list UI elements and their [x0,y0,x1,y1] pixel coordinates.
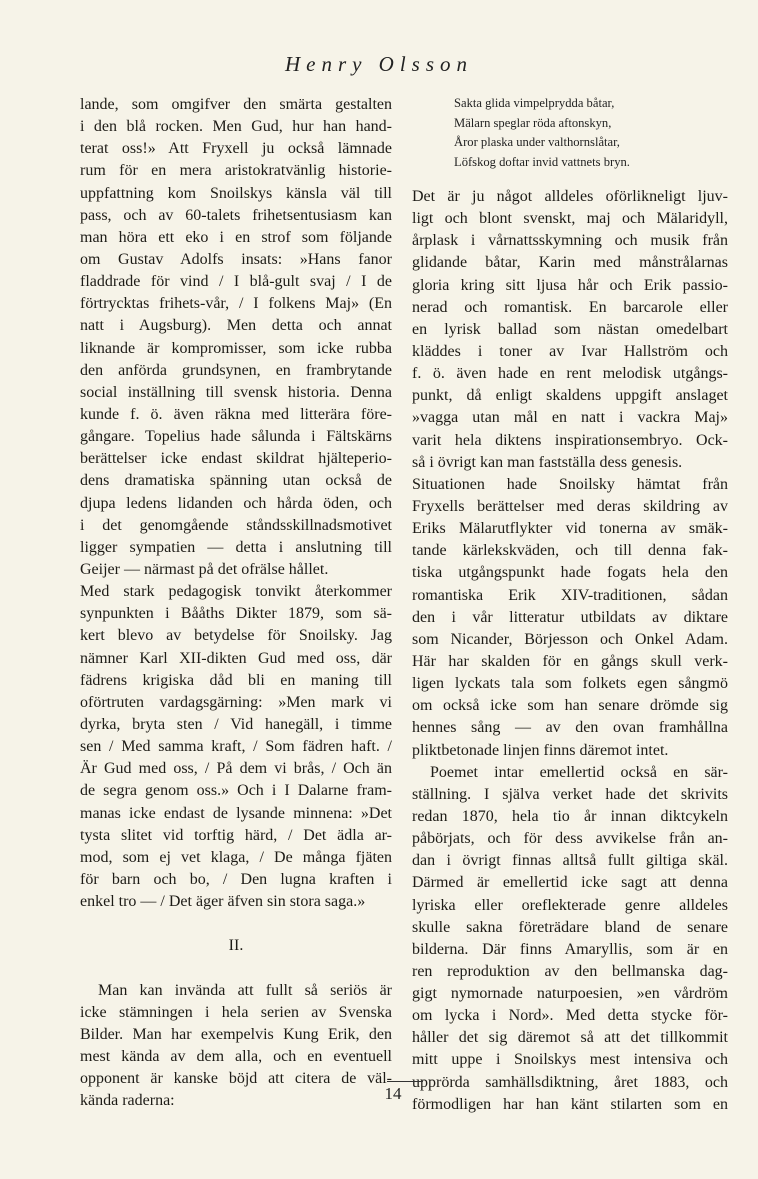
text-line: påbörjats, och för dess avvikelse från an- [412,830,728,848]
text-line: den anförda grundsynen, en frambrytande [80,361,392,379]
text-line: en lyrisk ballad som nästan omedelbart [412,320,728,338]
text-line: tysta slitet vid torftig härd, / Det ädla ar- [80,826,392,844]
text-line: uppfattning kom Snoilskys känsla väl till [80,184,392,202]
text-line: redan 1870, hela tio år innan diktcykeln [412,807,728,825]
page-number: 14 [384,1084,402,1103]
text-line: varit hela diktens inspirationsembryo. Ock- [412,431,728,449]
left-column [80,94,392,1112]
text-line: Med stark pedagogisk tonvikt återkommer [80,583,392,601]
text-line: nämner Karl XII-dikten Gud med oss, där [80,649,392,667]
text-line: tiska utgångspunkt hade fogats hela den [412,564,728,582]
text-line: fädrens krigiska dåd bli en maning till [80,671,392,689]
right-column [412,94,728,1116]
text-line: berättelser icke endast skildrat hjälteperio- [80,450,392,468]
text-line: manas icke endast de lysande minnena: »Det [80,804,392,822]
text-line: glidande båtar, Karin med månstrålarnas [412,254,728,272]
text-line: Är Gud med oss, / På dem vi brås, / Och än [80,760,392,778]
text-line: hennes sång — av den ovan framhållna [412,719,728,737]
text-line: ren reproduktion av den bellmanska dag- [412,962,728,980]
text-line: dan i övrigt finnas alltså fullt giltiga skäl. [412,852,728,870]
text-line: terat oss!» Att Fryxell ju också lämnade [80,140,392,158]
text-line: pass, och av 60-talets frihetsentusiasm kan [80,206,392,224]
text-line: lyriska eller oreflekterade genre alldeles [412,896,728,914]
text-line: dyrka, bryta sten / Vid hanegäll, i timme [80,715,392,733]
blank-line [80,957,392,979]
running-head: Henry Olsson [284,52,474,76]
text-line: som Nicander, Börjesson och Onkel Adam. [412,630,728,648]
text-line: liknande är kompromisser, som icke rubba [80,339,392,357]
text-line: djupa ledens lidanden och hårda öden, och [80,494,392,512]
text-line: social inställning till svensk historia. Denna [80,383,392,401]
text-line: dens dramatiska spänning utan också de [80,472,392,490]
text-line: f. ö. även hade en rent melodisk utgångs- [412,365,728,383]
text-line: pliktbetonade linjen finns däremot intet. [412,741,669,759]
text-line: punkt, då enligt skaldens uppgift anslaget [412,387,728,405]
text-line: skulle sakna företrädare bland de senare [412,918,728,936]
text-line: kunde f. ö. även räkna med litterära före- [80,405,392,423]
text-line: gångare. Topelius hade sålunda i Fältskärns [80,428,392,446]
text-line: mod, som ej vet klaga, / De många fjäten [80,848,392,866]
text-line: ligen lyckats tala som folkets egen sångmö [412,675,728,693]
text-line: Här har skalden för en gångs skull verk- [412,652,728,670]
text-line: synpunkten i Bååths Dikter 1879, som sä- [80,605,392,623]
text-line: Fryxells berättelser med deras skildring av [412,497,728,515]
text-line: förtrycktas frihets-vår, / I folkens Maj» (En [80,295,392,313]
text-line: oförtruten vardagsgärning: »Men mark vi [80,693,392,711]
text-line: ligger sympatien — detta i anslutning till [80,538,392,556]
text-line: nerad och romantisk. En barcarole eller [412,298,728,316]
text-line: romantiska Erik XIV-traditionen, sådan [412,586,728,604]
text-line: Bilder. Man har exempelvis Kung Erik, den [80,1025,392,1043]
text-line: håller det sig däremot så att det tillkommit [412,1029,728,1047]
text-line: årplask i vårnattsskymning och musik från [412,232,728,250]
text-line: tande kärlekskväden, och till denna fak- [412,542,728,560]
text-line: rum för en mera aristokratvänlig historie- [80,162,392,180]
text-line: så i övrigt kan man fastställa dess genesis. [412,453,683,471]
text-line: ligt och blont svenskt, maj och Mälaridyll, [412,210,728,228]
text-line: natt i Augsburg). Men detta och annat [80,317,392,335]
verse-line: Sakta glida vimpelprydda båtar, [454,96,615,110]
text-line: gloria kring sitt ljusa hår och Erik passio- [412,276,728,294]
text-line: gigt nymornade naturpoesien, »en vårdröm [412,985,728,1003]
text-line: i det genomgående ståndsskillnadsmotivet [80,516,392,534]
text-line: kända raderna: [80,1092,175,1110]
text-line: ställning. I själva verket hade det skrivits [412,785,728,803]
blank-line [80,913,392,935]
folio-rule [387,1081,423,1082]
text-line: kert blevo av betydelse för Snoilsky. Jag [80,627,392,645]
verse-quote [454,94,728,172]
text-line: de segra genom oss.» Och i I Dalarne fram- [80,782,392,800]
text-line: mitt uppe i Snoilskys mest intensiva och [412,1051,728,1069]
text-line: Geijer — närmast på det ofrälse hållet. [80,560,329,578]
text-line: lande, som omgifver den smärta gestalten [80,96,392,113]
text-line: kläddes i toner av Ivar Hallström och [412,342,728,360]
section-heading: II. [228,937,244,955]
verse-line: Mälarn speglar röda aftonskyn, [454,115,612,130]
text-line: opponent är kanske böjd att citera de väl- [80,1070,392,1088]
verse-line: Åror plaska under valthornslåtar, [454,135,620,149]
text-line: Man kan invända att fullt så seriös är [98,981,392,999]
text-line: i den blå rocken. Men Gud, hur han hand- [80,118,392,136]
text-line: fladdrade för vind / I blå-gult svaj / I de [80,273,392,291]
verse-line: Löfskog doftar invid vattnets bryn. [454,154,630,169]
text-line: bilderna. Där finns Amaryllis, som är en [412,940,728,958]
text-line: Situationen hade Snoilsky hämtat från [412,475,728,493]
text-line: Poemet intar emellertid också en sär- [430,763,728,781]
text-line: upprörda samhällsdiktning, året 1883, och [412,1073,728,1091]
text-line: Det är ju något alldeles oförlikneligt ljuv- [412,188,728,205]
text-line: om också icke som han senare drömde sig [412,697,728,715]
text-line: för barn och bo, / Den lugna kraften i [80,870,392,888]
text-line: Eriks Mälarutflykter vid tonerna av smäk- [412,520,728,538]
text-line: förmodligen har han känt stilarten som en [412,1095,728,1113]
text-line: enkel tro — / Det äger äfven sin stora saga.» [80,893,366,911]
text-line: om Gustav Adolfs insats: »Hans fanor [80,250,392,268]
text-line: man höra ett eko i en strof som följande [80,228,392,246]
right-column-text [412,186,728,1116]
text-line: sen / Med samma kraft, / Som fädren haft. / [80,738,392,756]
text-line: mest kända av dem alla, och en eventuell [80,1048,392,1066]
text-line: Därmed är emellertid icke sagt att denna [412,874,728,892]
text-line: »vagga utan mål en natt i vackra Maj» [412,409,728,427]
text-line: den i vår litteratur utbildats av diktare [412,608,728,626]
text-line: om lycka i Nord». Med detta stycke för- [412,1007,728,1025]
text-line: icke stämningen i hela serien av Svenska [80,1003,392,1021]
